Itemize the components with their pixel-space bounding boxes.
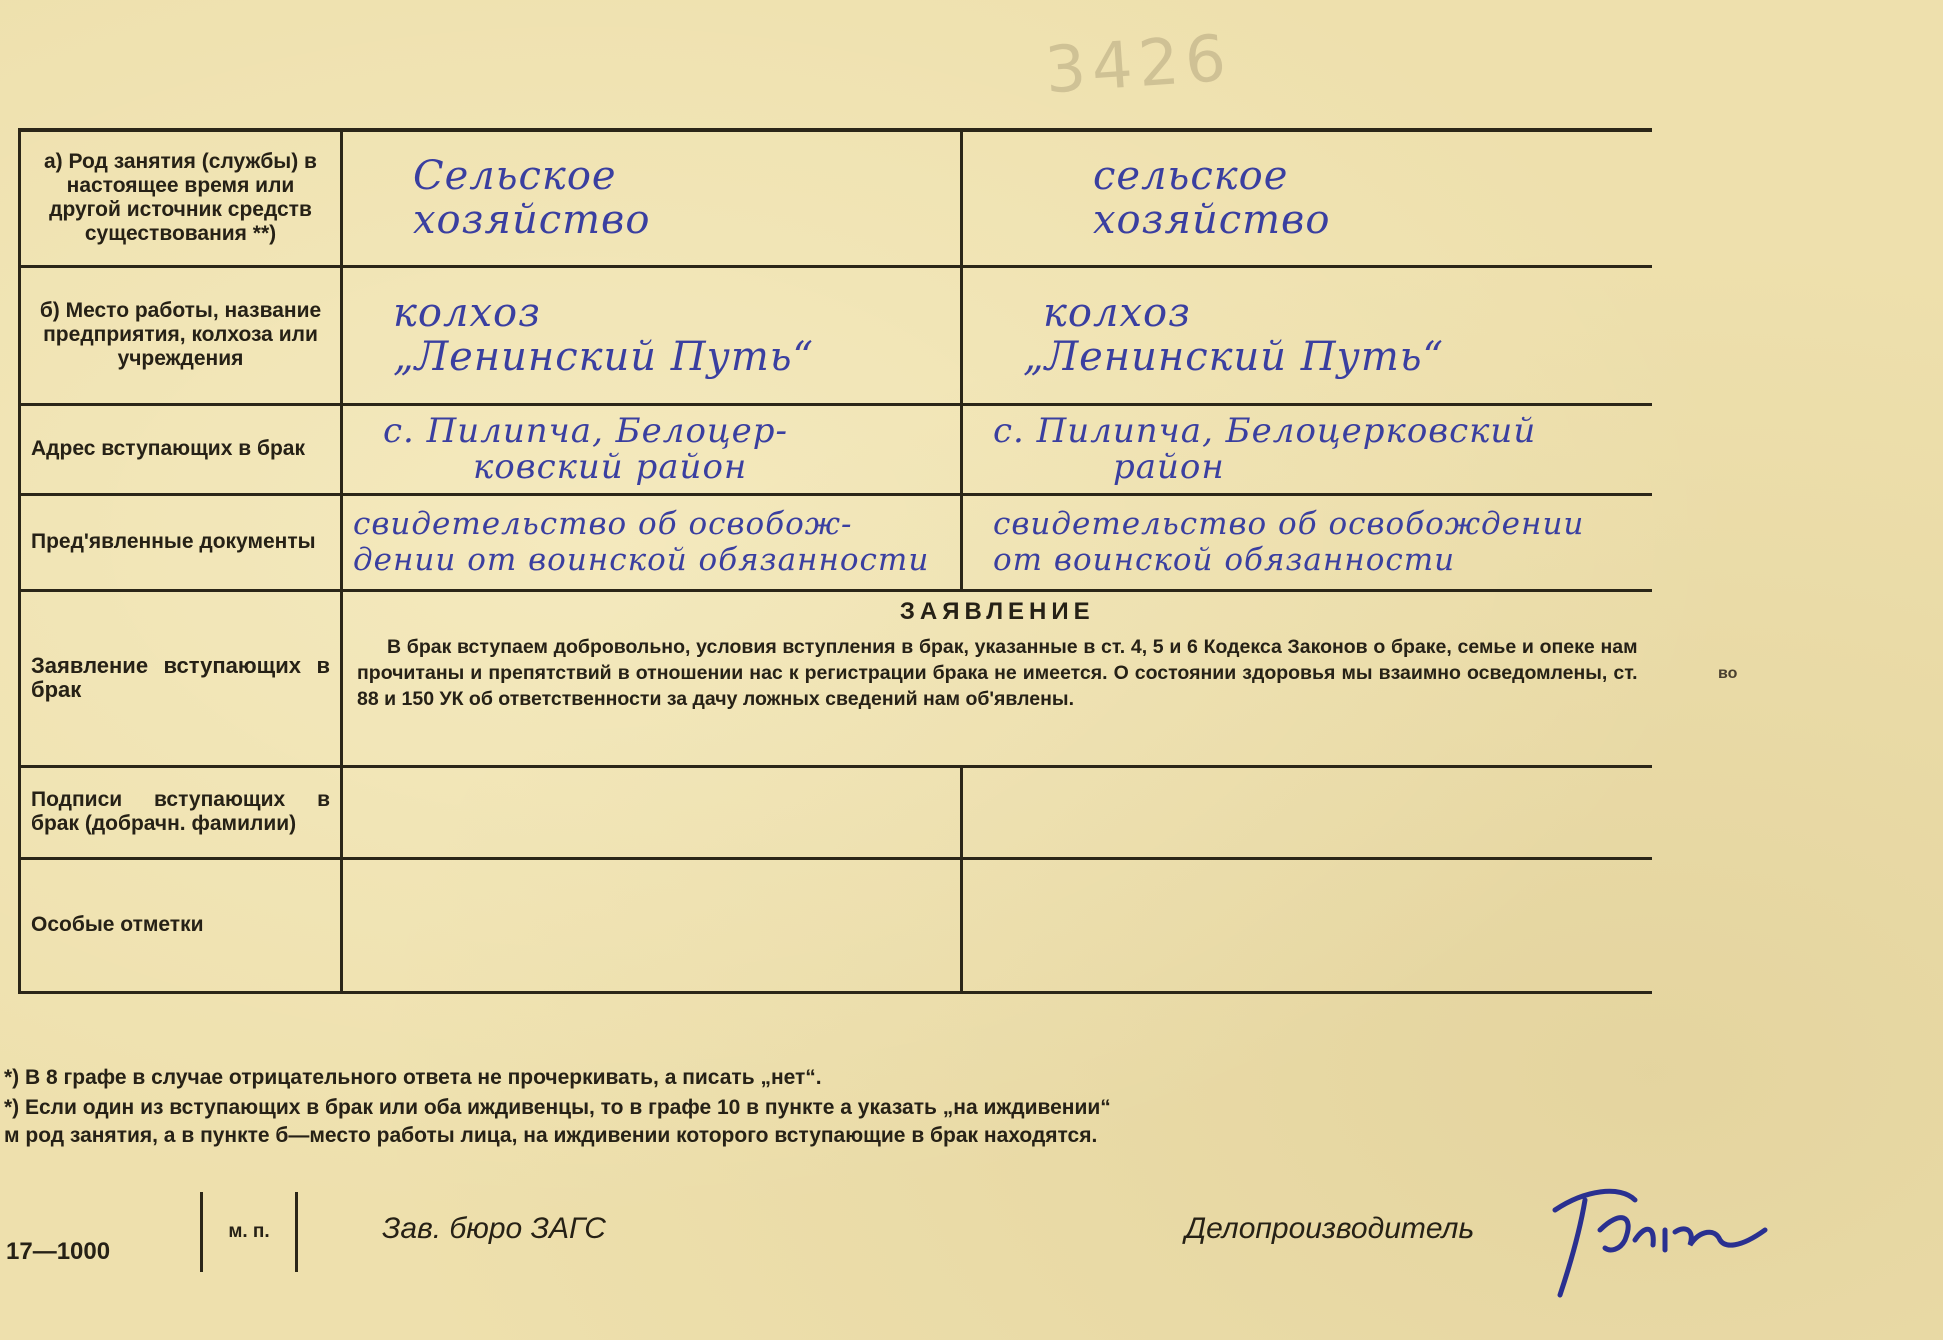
bride-signature-cell xyxy=(962,766,1652,858)
row-documents xyxy=(20,494,1652,590)
bride-occupation xyxy=(962,130,1652,266)
groom-workplace-line1: колхоз xyxy=(393,290,541,336)
form-code: 17—1000 xyxy=(6,1238,111,1265)
groom-occupation-text: Сельское хозяйство xyxy=(413,153,651,244)
archive-number: 3426 xyxy=(1042,21,1235,109)
row-address xyxy=(20,404,1652,494)
groom-address-line1: с. Пилипча, Белоцер- xyxy=(383,411,789,451)
edge-text: во xyxy=(1718,665,1738,682)
bride-address-line1: с. Пилипча, Белоцерковский xyxy=(993,411,1537,451)
groom-signature-cell xyxy=(342,766,962,858)
bride-occupation-text: сельское хозяйство xyxy=(1093,153,1331,244)
bride-documents-line1: свидетельство об освобождении xyxy=(993,506,1585,542)
bride-workplace-line1: колхоз xyxy=(1043,290,1191,336)
label-workplace: б) Место работы, название предприятия, колхоза или учреждения xyxy=(20,266,342,404)
clerk-signature xyxy=(1525,1170,1775,1310)
label-notes: Особые отметки xyxy=(20,858,342,992)
groom-workplace-line2: „Ленинский Путь“ xyxy=(393,334,814,380)
footnote-2: *) Если один из вступающих в брак или оба иждивенцы, то в графе 10 в пункте а указать „на иждивении“ xyxy=(4,1096,1111,1119)
marriage-record-table xyxy=(18,128,1652,994)
groom-documents-line1: свидетельство об освобож- xyxy=(353,506,853,542)
label-occupation: а) Род занятия (службы) в настоящее время или другой источник средств существования **) xyxy=(20,130,342,266)
zags-head-label: Зав. бюро ЗАГС xyxy=(382,1212,606,1245)
footnote-3: м род занятия, а в пункте б—место работы лица, на иждивении которого вступающие в брак находятся. xyxy=(4,1124,1098,1147)
row-signatures xyxy=(20,766,1652,858)
label-signatures: Подписи вступающих в брак (добрачн. фамилии) xyxy=(20,766,342,858)
bride-address xyxy=(962,404,1652,494)
bride-documents-line2: от воинской обязанности xyxy=(993,542,1456,578)
row-notes xyxy=(20,858,1652,992)
groom-address xyxy=(342,404,962,494)
groom-workplace xyxy=(342,266,962,404)
bride-address-line2: район xyxy=(1113,447,1225,487)
groom-occupation xyxy=(342,130,962,266)
groom-documents-line2: дении от воинской обязанности xyxy=(353,542,930,578)
stamp-label: м. п. xyxy=(228,1221,270,1242)
label-statement: Заявление вступающих в брак xyxy=(20,590,342,766)
statement-text: В брак вступаем добровольно, условия вступления в брак, указанные в ст. 4, 5 и 6 Кодекса Законов о браке, семье и опеке нам прочитаны и препятствий в отношении нас к регистрации брака не имеется. О состоянии здоровья мы взаимно осведомлены, ст. 88 и 150 УК об ответственности за дачу ложных сведений нам об'явлены. xyxy=(357,635,1638,710)
footnote-1: *) В 8 графе в случае отрицательного ответа не прочеркивать, а писать „нет“. xyxy=(4,1066,822,1089)
groom-notes-cell xyxy=(342,858,962,992)
row-workplace xyxy=(20,266,1652,404)
row-statement xyxy=(20,590,1652,766)
stamp-place xyxy=(200,1192,298,1272)
label-address: Адрес вступающих в брак xyxy=(20,404,342,494)
bride-workplace xyxy=(962,266,1652,404)
groom-address-line2: ковский район xyxy=(473,447,748,487)
statement-cell xyxy=(342,590,1652,766)
label-documents: Пред'явленные документы xyxy=(20,494,342,590)
row-occupation xyxy=(20,130,1652,266)
groom-documents xyxy=(342,494,962,590)
bride-workplace-line2: „Ленинский Путь“ xyxy=(1023,334,1444,380)
clerk-label: Делопроизводитель xyxy=(1185,1212,1475,1245)
bride-notes-cell xyxy=(962,858,1652,992)
statement-title: ЗАЯВЛЕНИЕ xyxy=(899,597,1095,625)
bride-documents xyxy=(962,494,1652,590)
